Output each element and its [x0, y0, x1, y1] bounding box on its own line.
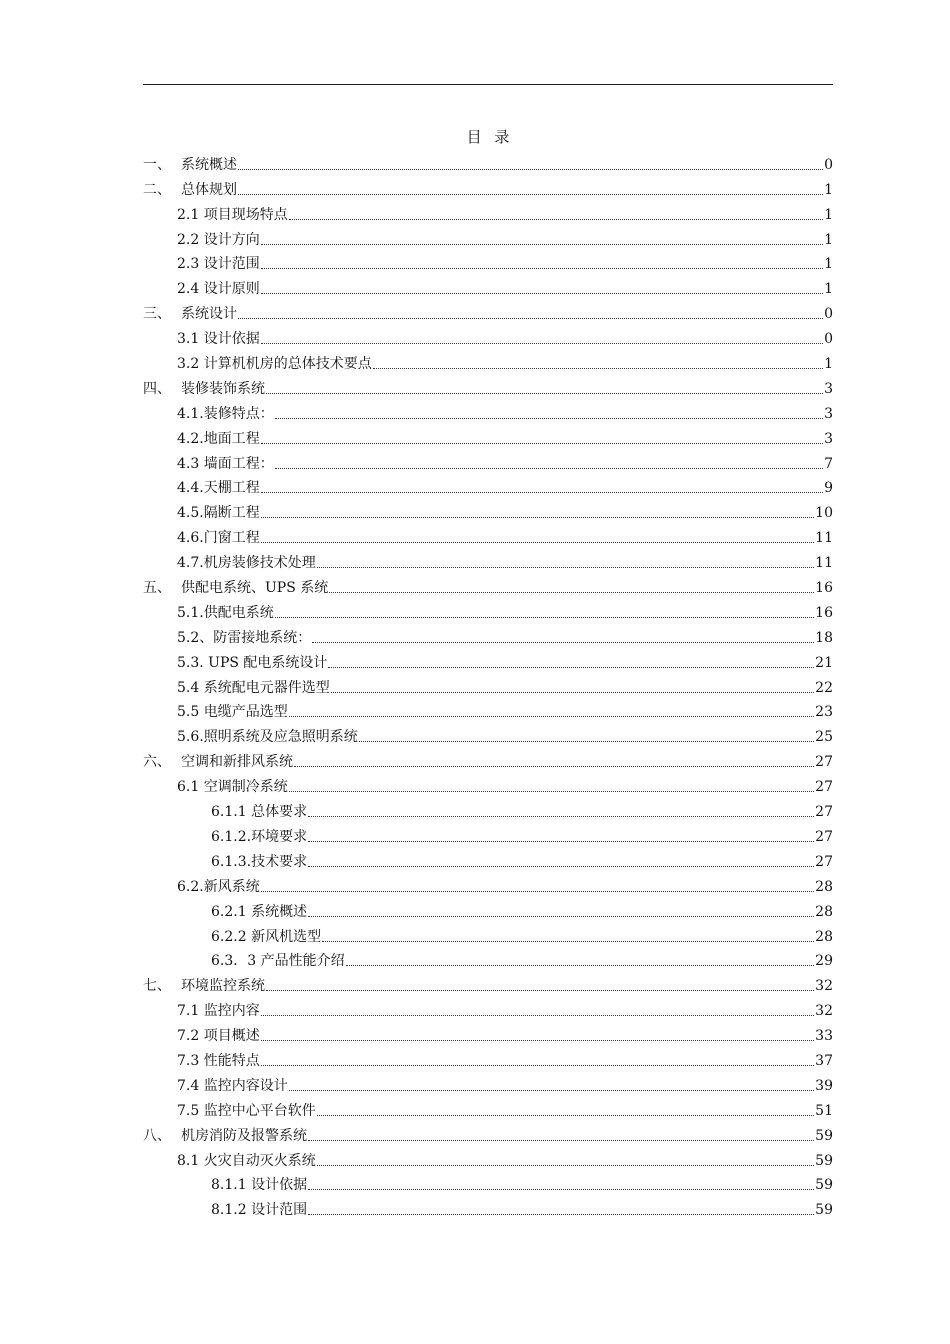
toc-entry-page: 1 — [824, 356, 833, 373]
toc-leader-dots — [359, 741, 814, 742]
toc-leader-dots — [275, 617, 814, 618]
toc-entry-page: 27 — [815, 804, 833, 821]
toc-leader-dots — [317, 1115, 814, 1116]
toc-entry-page: 16 — [815, 604, 833, 621]
toc-entry[interactable] — [143, 846, 833, 871]
toc-entry[interactable] — [143, 995, 833, 1020]
toc-entry-title: 8.1.1 设计依据 — [211, 1177, 308, 1194]
toc-entry-title: 6.3．3 产品性能介绍 — [211, 953, 345, 970]
toc-entry-page: 11 — [815, 555, 833, 572]
toc-entry-title: 3.1 设计依据 — [177, 331, 260, 348]
toc-leader-dots — [261, 1065, 814, 1066]
toc-entry-title: 4.4.天棚工程 — [177, 480, 260, 497]
toc-entry-page: 32 — [815, 978, 833, 995]
toc-entry[interactable] — [143, 448, 833, 473]
toc-leader-dots — [317, 1165, 814, 1166]
toc-entry[interactable] — [143, 1194, 833, 1219]
toc-entry-title: 6.1.3.技术要求 — [211, 853, 308, 870]
toc-entry-title: 3.2 计算机机房的总体技术要点 — [177, 356, 372, 373]
toc-entry[interactable] — [143, 522, 833, 547]
toc-leader-dots — [289, 219, 823, 220]
toc-entry-title: 5.4 系统配电元器件选型 — [177, 679, 330, 696]
toc-entry-title: 4.2.地面工程 — [177, 430, 260, 447]
toc-entry-title: 6.2.2 新风机选型 — [211, 928, 322, 945]
toc-entry-title: 5.5 电缆产品选型 — [177, 704, 288, 721]
toc-leader-dots — [289, 1090, 814, 1091]
toc-leader-dots — [275, 468, 823, 469]
toc-leader-dots — [308, 1189, 814, 1190]
toc-entry-page: 39 — [815, 1077, 833, 1094]
toc-entry-page: 0 — [824, 331, 833, 348]
toc-entry-title: 2.4 设计原则 — [177, 281, 260, 298]
toc-entry-page: 3 — [824, 430, 833, 447]
toc-leader-dots — [266, 990, 814, 991]
toc-entry-page: 11 — [815, 530, 833, 547]
toc-entry-page: 1 — [824, 206, 833, 223]
toc-entry[interactable] — [143, 224, 833, 249]
toc-entry-page: 1 — [824, 231, 833, 248]
toc-entry-page: 21 — [815, 654, 833, 671]
toc-leader-dots — [261, 1015, 814, 1016]
toc-entry-title: 7.4 监控内容设计 — [177, 1077, 288, 1094]
toc-leader-dots — [289, 716, 814, 717]
toc-entry-title: 6.2.新风系统 — [177, 878, 260, 895]
toc-entry[interactable] — [143, 672, 833, 697]
toc-entry[interactable] — [143, 273, 833, 298]
toc-leader-dots — [308, 1140, 814, 1141]
toc-entry[interactable] — [143, 199, 833, 224]
toc-entry-number: 六、 — [143, 754, 171, 771]
toc-entry[interactable] — [143, 497, 833, 522]
toc-entry[interactable] — [143, 597, 833, 622]
toc-leader-dots — [266, 393, 823, 394]
toc-leader-dots — [261, 293, 823, 294]
toc-entry-title: 7.1 监控内容 — [177, 1003, 260, 1020]
toc-entry-title: 5.6.照明系统及应急照明系统 — [177, 729, 358, 746]
toc-entry[interactable] — [143, 1120, 833, 1145]
toc-entry[interactable] — [143, 473, 833, 498]
toc-leader-dots — [308, 916, 814, 917]
toc-entry-number: 三、 — [143, 306, 171, 323]
toc-entry-title: 5.3. UPS 配电系统设计 — [177, 654, 328, 671]
toc-entry[interactable] — [143, 871, 833, 896]
toc-list — [143, 149, 833, 1219]
toc-entry-page: 59 — [815, 1177, 833, 1194]
toc-leader-dots — [261, 443, 823, 444]
toc-entry-page: 32 — [815, 1003, 833, 1020]
toc-leader-dots — [294, 766, 814, 767]
toc-entry-page: 51 — [815, 1102, 833, 1119]
toc-entry-title: 系统设计 — [181, 306, 237, 323]
toc-entry-title: 8.1 火灾自动灭火系统 — [177, 1152, 316, 1169]
toc-entry[interactable] — [143, 1145, 833, 1170]
toc-entry-page: 37 — [815, 1052, 833, 1069]
toc-entry-page: 27 — [815, 853, 833, 870]
toc-entry-title: 2.1 项目现场特点 — [177, 206, 288, 223]
toc-entry-number: 四、 — [143, 380, 171, 397]
toc-entry-page: 59 — [815, 1202, 833, 1219]
toc-entry-page: 27 — [815, 828, 833, 845]
toc-entry[interactable] — [143, 348, 833, 373]
toc-entry-page: 9 — [824, 480, 833, 497]
toc-leader-dots — [312, 642, 814, 643]
toc-entry-number: 七、 — [143, 978, 171, 995]
toc-title: 目 录 — [466, 128, 514, 146]
toc-entry-title: 供配电系统、UPS 系统 — [181, 580, 329, 597]
toc-entry-title: 6.2.1 系统概述 — [211, 903, 308, 920]
toc-entry-page: 28 — [815, 903, 833, 920]
header-rule — [143, 84, 833, 85]
toc-entry-page: 27 — [815, 754, 833, 771]
toc-entry-title: 4.6.门窗工程 — [177, 530, 260, 547]
toc-leader-dots — [346, 965, 815, 966]
toc-entry-page: 0 — [824, 156, 833, 173]
toc-entry-number: 五、 — [143, 580, 171, 597]
toc-leader-dots — [261, 492, 823, 493]
toc-leader-dots — [289, 791, 814, 792]
toc-leader-dots — [322, 941, 814, 942]
toc-entry[interactable] — [143, 398, 833, 423]
toc-entry-title: 2.3 设计范围 — [177, 256, 260, 273]
toc-entry[interactable] — [143, 647, 833, 672]
toc-entry-title: 7.5 监控中心平台软件 — [177, 1102, 316, 1119]
toc-entry-page: 22 — [815, 679, 833, 696]
toc-entry[interactable] — [143, 1095, 833, 1120]
toc-leader-dots — [238, 318, 823, 319]
toc-entry-title: 7.3 性能特点 — [177, 1052, 260, 1069]
toc-entry[interactable] — [143, 746, 833, 771]
toc-leader-dots — [261, 891, 814, 892]
toc-entry-title: 6.1.2.环境要求 — [211, 828, 308, 845]
toc-entry[interactable] — [143, 547, 833, 572]
toc-entry-page: 10 — [815, 505, 833, 522]
toc-entry[interactable] — [143, 1045, 833, 1070]
toc-entry[interactable] — [143, 721, 833, 746]
toc-entry-page: 59 — [815, 1152, 833, 1169]
toc-entry[interactable] — [143, 1020, 833, 1045]
toc-leader-dots — [308, 866, 814, 867]
toc-entry-page: 28 — [815, 878, 833, 895]
toc-entry[interactable] — [143, 423, 833, 448]
toc-leader-dots — [275, 418, 823, 419]
toc-entry[interactable] — [143, 796, 833, 821]
toc-entry-page: 0 — [824, 306, 833, 323]
toc-entry-page: 18 — [815, 629, 833, 646]
toc-entry-title: 空调和新排风系统 — [181, 754, 293, 771]
toc-leader-dots — [329, 592, 814, 593]
toc-leader-dots — [238, 194, 823, 195]
toc-entry[interactable] — [143, 921, 833, 946]
toc-entry-page: 23 — [815, 704, 833, 721]
toc-entry[interactable] — [143, 1170, 833, 1195]
toc-entry-page: 33 — [815, 1028, 833, 1045]
toc-leader-dots — [261, 343, 823, 344]
toc-entry-title: 6.1 空调制冷系统 — [177, 779, 288, 796]
toc-leader-dots — [261, 268, 823, 269]
toc-entry-title: 4.3 墙面工程： — [177, 455, 274, 472]
toc-entry[interactable] — [143, 771, 833, 796]
toc-entry[interactable] — [143, 946, 833, 971]
toc-entry-page: 1 — [824, 181, 833, 198]
toc-entry-title: 7.2 项目概述 — [177, 1028, 260, 1045]
toc-entry[interactable] — [143, 622, 833, 647]
toc-entry[interactable] — [143, 821, 833, 846]
toc-entry-title: 机房消防及报警系统 — [181, 1127, 307, 1144]
toc-leader-dots — [261, 517, 814, 518]
toc-leader-dots — [308, 841, 814, 842]
toc-entry-title: 总体规划 — [181, 181, 237, 198]
toc-leader-dots — [308, 1214, 814, 1215]
toc-entry-page: 59 — [815, 1127, 833, 1144]
toc-entry-page: 1 — [824, 256, 833, 273]
toc-entry-page: 25 — [815, 729, 833, 746]
toc-leader-dots — [238, 169, 823, 170]
toc-leader-dots — [261, 1040, 814, 1041]
toc-entry[interactable] — [143, 970, 833, 995]
toc-leader-dots — [317, 567, 814, 568]
toc-entry[interactable] — [143, 373, 833, 398]
toc-leader-dots — [373, 368, 823, 369]
toc-entry-page: 16 — [815, 580, 833, 597]
toc-entry-title: 系统概述 — [181, 156, 237, 173]
toc-entry[interactable] — [143, 149, 833, 174]
toc-entry-title: 8.1.2 设计范围 — [211, 1202, 308, 1219]
toc-leader-dots — [328, 667, 814, 668]
toc-leader-dots — [261, 244, 823, 245]
toc-entry-title: 装修装饰系统 — [181, 380, 265, 397]
toc-entry-page: 3 — [824, 405, 833, 422]
toc-entry[interactable] — [143, 697, 833, 722]
toc-entry-title: 4.1.装修特点： — [177, 405, 274, 422]
toc-entry-number: 二、 — [143, 181, 171, 198]
toc-entry-title: 环境监控系统 — [181, 978, 265, 995]
toc-entry[interactable] — [143, 298, 833, 323]
toc-entry[interactable] — [143, 174, 833, 199]
toc-entry-page: 28 — [815, 928, 833, 945]
toc-leader-dots — [331, 692, 814, 693]
toc-entry-number: 八、 — [143, 1127, 171, 1144]
toc-entry-page: 3 — [824, 380, 833, 397]
toc-entry-title: 5.2、防雷接地系统： — [177, 629, 312, 646]
toc-entry-title: 2.2 设计方向 — [177, 231, 260, 248]
toc-entry-title: 4.5.隔断工程 — [177, 505, 260, 522]
toc-leader-dots — [261, 542, 814, 543]
toc-entry-page: 29 — [815, 953, 833, 970]
toc-entry-title: 5.1.供配电系统 — [177, 604, 274, 621]
toc-entry-title: 4.7.机房装修技术处理 — [177, 555, 316, 572]
toc-entry[interactable] — [143, 896, 833, 921]
toc-entry-title: 6.1.1 总体要求 — [211, 804, 308, 821]
toc-entry-page: 1 — [824, 281, 833, 298]
toc-entry-page: 27 — [815, 779, 833, 796]
toc-entry[interactable] — [143, 1070, 833, 1095]
toc-leader-dots — [308, 816, 814, 817]
toc-entry-page: 7 — [824, 455, 833, 472]
toc-entry[interactable] — [143, 249, 833, 274]
toc-entry-number: 一、 — [143, 156, 171, 173]
toc-entry[interactable] — [143, 572, 833, 597]
toc-entry[interactable] — [143, 323, 833, 348]
